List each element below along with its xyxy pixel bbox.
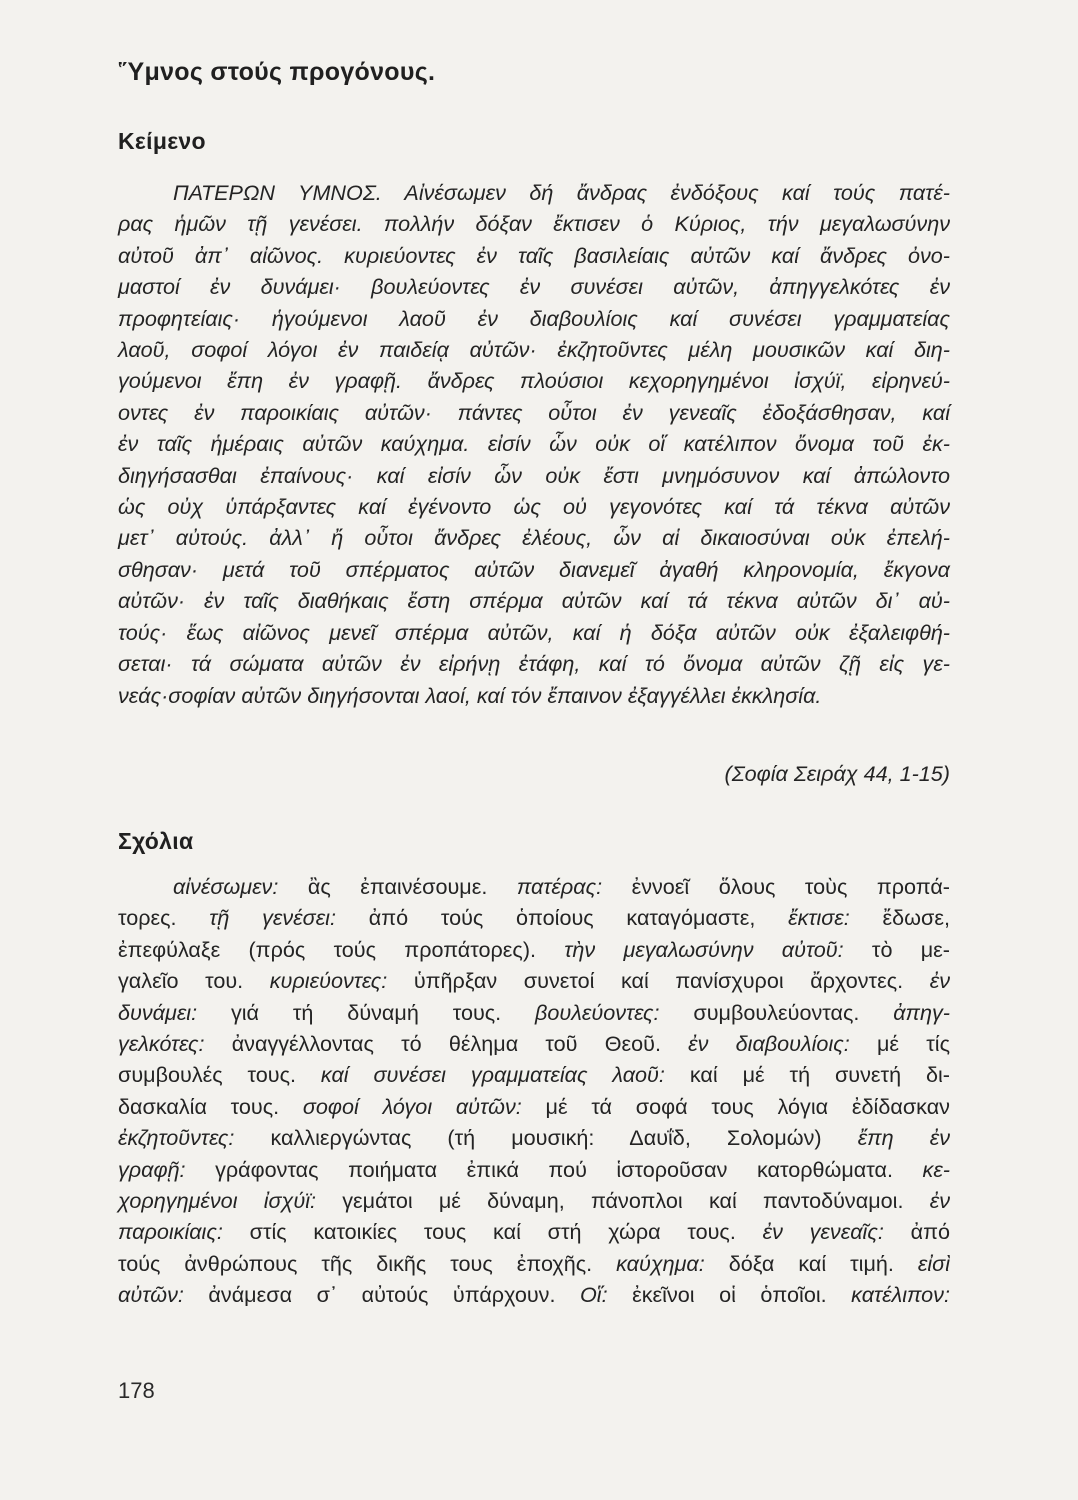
- section-heading-notes: Σχόλια: [118, 828, 194, 854]
- text-line: μαστοί ἐν δυνάμει· βουλεύοντες ἐν συνέσει αὐτῶν, ἀπηγγελκότες ἐν: [118, 274, 950, 300]
- lemma: καύχημα:: [616, 1250, 705, 1276]
- citation: (Σοφία Σειράχ 44, 1-15): [724, 761, 950, 786]
- notes-line: [118, 934, 950, 965]
- text-line: ὡς οὐχ ὑπάρξαντες καί ἐγένοντο ὡς οὐ γεγονότες καί τά τέκνα αὐτῶν: [118, 494, 950, 520]
- text-line: νεάς·σοφίαν αὐτῶν διηγήσονται λαοί, καί τόν ἔπαινον ἐξαγγέλλει ἐκκλησία.: [118, 682, 822, 708]
- gloss: συμβουλεύοντας.: [659, 999, 894, 1025]
- gloss: γεμάτοι μέ δύναμη, πάνοπλοι καί παντοδύναμοι.: [316, 1188, 930, 1214]
- gloss: τὸ με-: [843, 936, 950, 962]
- text-line: αὐτῶν· ἐν ταῖς διαθήκαις ἔστη σπέρμα αὐτῶν καί τά τέκνα αὐτῶν δι᾽ αὐ-: [118, 588, 950, 614]
- page-title: Ὕμνος στούς προγόνους.: [118, 58, 436, 86]
- text-line: ΠΑΤΕΡΩΝ ΥΜΝΟΣ. Αἰνέσωμεν δή ἄνδρας ἐνδόξους καί τούς πατέ-: [173, 180, 950, 205]
- notes-line: [118, 902, 950, 933]
- notes-line: [118, 1091, 950, 1122]
- notes-line: [118, 1216, 950, 1247]
- lemma: κυριεύοντες:: [269, 968, 388, 994]
- gloss: δασκαλία τους.: [118, 1093, 303, 1119]
- lemma: αἰνέσωμεν:: [173, 874, 279, 899]
- lemma: χορηγημένοι ἰσχύϊ:: [118, 1188, 317, 1214]
- lemma: εἰσὶ: [917, 1250, 950, 1276]
- notes-line: [118, 1122, 950, 1153]
- notes-line: [118, 1154, 950, 1185]
- lemma: τῇ γενέσει:: [209, 905, 336, 931]
- text-line: λαοῦ, σοφοί λόγοι ἐν παιδείᾳ αὐτῶν· ἐκζητοῦντες μέλη μουσικῶν καί διη-: [118, 337, 950, 363]
- notes-line: [118, 1248, 950, 1279]
- lemma: αὐτῶν:: [118, 1282, 184, 1308]
- gloss: μέ τίς: [849, 1031, 950, 1057]
- lemma: ἔπη ἐν: [857, 1125, 950, 1151]
- gloss: ἐκεῖνοι οἱ ὁποῖοι.: [607, 1282, 852, 1308]
- notes-line: [118, 1028, 950, 1059]
- lemma: παροικίαις:: [118, 1219, 223, 1245]
- lemma: βουλεύοντες:: [535, 999, 660, 1025]
- notes-line: [118, 1059, 950, 1090]
- text-line: σεται· τά σώματα αὐτῶν ἐν εἰρήνῃ ἐτάφη, καί τό ὄνομα αὐτῶν ζῇ εἰς γε-: [118, 651, 950, 677]
- text-line: οντες ἐν παροικίαις αὐτῶν· πάντες οὗτοι ἐν γενεαῖς ἐδοξάσθησαν, καί: [118, 399, 950, 425]
- gloss: ἐπεφύλαξε (πρός τούς προπάτορες).: [118, 936, 565, 962]
- gloss: τορες.: [118, 905, 210, 931]
- gloss: γιά τή δύναμή τους.: [197, 999, 536, 1025]
- gloss: γράφοντας ποιήματα ἐπικά πού ἱστοροῦσαν κατορθώματα.: [185, 1156, 923, 1182]
- gloss: δόξα καί τιμή.: [704, 1250, 918, 1276]
- gloss: ἐννοεῖ ὅλους τοὺς προπά-: [602, 874, 950, 899]
- gloss: ἀνάμεσα σ᾽ αὐτούς ὑπάρχουν.: [183, 1282, 580, 1308]
- gloss: τούς ἀνθρώπους τῆς δικῆς τους ἐποχῆς.: [118, 1250, 617, 1276]
- lemma: ἐκζητοῦντες:: [118, 1125, 235, 1151]
- text-line: ρας ἡμῶν τῇ γενέσει. πολλήν δόξαν ἔκτισεν ὁ Κύριος, τήν μεγαλωσύνην: [118, 211, 950, 237]
- scripture-text: [118, 177, 950, 711]
- lemma: γραφῇ:: [118, 1156, 186, 1182]
- lemma: σοφοί λόγοι αὐτῶν:: [302, 1093, 522, 1119]
- text-line: διηγήσασθαι ἐπαίνους· καί εἰσίν ὧν οὐκ ἔστι μνημόσυνον καί ἀπώλοντο: [118, 462, 950, 488]
- lemma: δυνάμει:: [118, 999, 198, 1025]
- lemma: ἐν γενεαῖς:: [762, 1219, 884, 1245]
- text-line: γούμενοι ἔπη ἐν γραφῇ. ἄνδρες πλούσιοι κεχορηγημένοι ἰσχύϊ, εἰρηνεύ-: [118, 368, 950, 394]
- notes-line: [118, 1185, 950, 1216]
- gloss: καλλιεργώντας (τή μουσική: Δαυΐδ, Σολομών): [234, 1125, 858, 1151]
- text-line: σθησαν· μετά τοῦ σπέρματος αὐτῶν διανεμεῖ ἀγαθή κληρονομία, ἔκγονα: [118, 556, 950, 582]
- gloss: ἀπό: [883, 1219, 950, 1245]
- lemma: ἀπηγ-: [893, 999, 950, 1025]
- lemma: Οἵ:: [579, 1282, 608, 1308]
- section-heading-text: Κείμενο: [118, 128, 206, 154]
- gloss: ἔδωσε,: [849, 905, 950, 931]
- gloss: ἀπό τούς ὁποίους καταγόμαστε,: [335, 905, 789, 931]
- lemma: κε-: [922, 1156, 950, 1182]
- lemma: ἐν: [929, 1188, 950, 1214]
- gloss: μέ τά σοφά τους λόγια ἐδίδασκαν: [521, 1093, 950, 1119]
- gloss: συμβουλές τους.: [118, 1062, 321, 1088]
- gloss: ὑπῆρξαν συνετοί καί πανίσχυροι ἄρχοντες.: [387, 968, 930, 994]
- lemma: ἔκτισε:: [788, 905, 850, 931]
- gloss: ἂς ἐπαινέσουμε.: [278, 874, 517, 899]
- notes-line: [118, 871, 950, 902]
- lemma: γελκότες:: [118, 1031, 205, 1057]
- page-number: 178: [118, 1378, 155, 1403]
- notes-line: [118, 965, 950, 996]
- lemma: ἐν διαβουλίοις:: [688, 1031, 850, 1057]
- lemma: καί συνέσει γραμματείας λαοῦ:: [320, 1062, 665, 1088]
- text-line: ἐν ταῖς ἡμέραις αὐτῶν καύχημα. εἰσίν ὧν οὐκ οἵ κατέλιπον ὄνομα τοῦ ἐκ-: [118, 431, 950, 457]
- notes-line: [118, 997, 950, 1028]
- lemma: κατέλιπον:: [851, 1282, 950, 1308]
- text-line: προφητείαις· ἡγούμενοι λαοῦ ἐν διαβουλίοις καί συνέσει γραμματείας: [118, 305, 950, 331]
- lemma: τὴν μεγαλωσύνην αὐτοῦ:: [564, 936, 844, 962]
- gloss: στίς κατοικίες τους καί στή χώρα τους.: [222, 1219, 763, 1245]
- commentary-notes: [118, 871, 950, 1311]
- gloss: καί μέ τή συνετή δι-: [664, 1062, 950, 1088]
- lemma: πατέρας:: [516, 874, 603, 899]
- lemma: ἐν: [929, 968, 950, 994]
- text-line: τούς· ἕως αἰῶνος μενεῖ σπέρμα αὐτῶν, καί ἡ δόξα αὐτῶν οὐκ ἐξαλειφθή-: [118, 619, 950, 645]
- gloss: γαλεῖο του.: [118, 968, 270, 994]
- text-line: μετ᾽ αὐτούς. ἀλλ᾽ ἤ οὗτοι ἄνδρες ἐλέους, ὧν αἱ δικαιοσύναι οὐκ ἐπελή-: [118, 525, 950, 551]
- notes-line: [118, 1279, 950, 1310]
- gloss: ἀναγγέλλοντας τό θέλημα τοῦ Θεοῦ.: [204, 1031, 689, 1057]
- text-line: αὐτοῦ ἀπ᾽ αἰῶνος. κυριεύοντες ἐν ταῖς βασιλείαις αὐτῶν καί ἄνδρες ὀνο-: [118, 242, 950, 268]
